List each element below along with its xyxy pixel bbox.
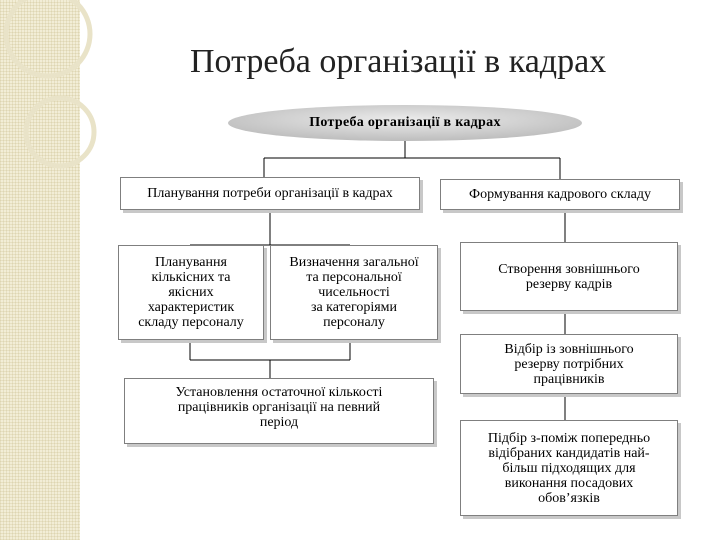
right-step-selection-box: Відбір із зовнішнього резерву потрібних працівників <box>460 334 678 394</box>
left-child-planning-box: Планування кількісних та якісних характеристик складу персоналу <box>118 245 264 340</box>
diagram-root-label: Потреба організації в кадрах <box>309 115 501 130</box>
right-branch-box: Формування кадрового складу <box>440 179 680 210</box>
right-step-matching-box: Підбір з-поміж попередньо відібраних кандидатів най- більш підходящих для виконання посадових обов’язків <box>460 420 678 516</box>
slide-title: Потреба організації в кадрах <box>190 43 607 80</box>
left-child-headcount-box: Визначення загальної та персональної чисельності за категоріями персоналу <box>270 245 438 340</box>
left-branch-box: Планування потреби організації в кадрах <box>120 177 420 210</box>
right-step-reserve-box: Створення зовнішнього резерву кадрів <box>460 242 678 311</box>
left-result-box: Установлення остаточної кількості працівників організації на певний період <box>124 378 434 444</box>
